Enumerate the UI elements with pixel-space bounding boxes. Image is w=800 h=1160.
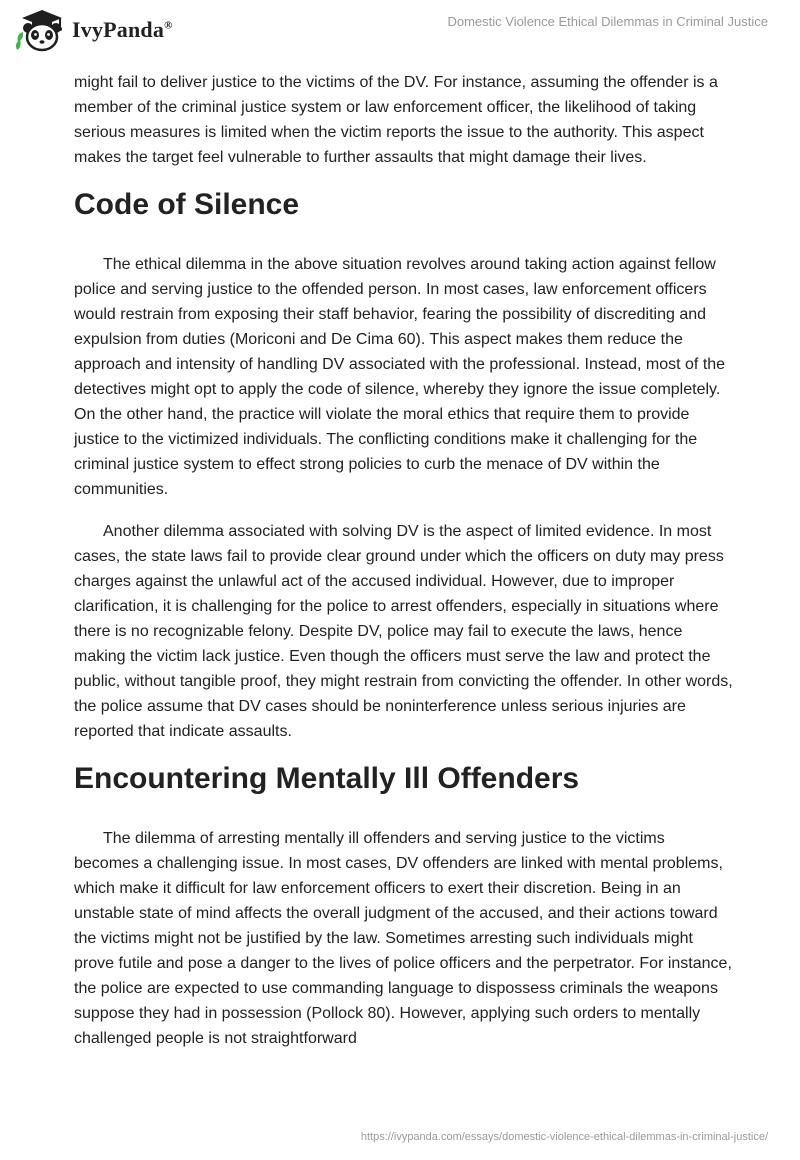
- registered-mark: ®: [164, 19, 173, 32]
- ivypanda-logo[interactable]: [14, 8, 173, 52]
- brand-name: IvyPanda®: [72, 17, 173, 42]
- paragraph: Another dilemma associated with solving DV is the aspect of limited evidence. In most cases, the state laws fail to provide clear ground under which the officers on duty may press charges against the unlawful act of the accused individual. However, due to improper clarification, it is challenging for the police to arrest offenders, especially in situations where there is no recognizable felony. Despite DV, police may fail to execute the laws, hence making the victim lack justice. Even though the officers must serve the law and protect the public, without tangible proof, they might restrain from convicting the offender. In other words, the police assume that DV cases should be noninterference unless serious injuries are reported that indicate assaults.: [74, 523, 733, 740]
- section-heading-code-of-silence: Code of Silence: [74, 188, 300, 221]
- paragraph: The ethical dilemma in the above situation revolves around taking action against fellow police and serving justice to the offended person. In most cases, law enforcement officers would restrain from exposing their staff behavior, fearing the possibility of discrediting and expulsion from duties (Moriconi and De Cima 60). This aspect makes them reduce the approach and intensity of handling DV associated with the professional. Instead, most of the detectives might opt to apply the code of silence, whereby they ignore the issue completely. On the other hand, the practice will violate the moral ethics that require them to provide justice to the victimized individuals. The conflicting conditions make it challenging for the criminal justice system to effect strong policies to curb the menace of DV within the communities.: [74, 256, 726, 498]
- source-url[interactable]: https://ivypanda.com/essays/domestic-violence-ethical-dilemmas-in-criminal-justice/: [360, 1131, 768, 1143]
- document-title: Domestic Violence Ethical Dilemmas in Criminal Justice: [447, 14, 768, 29]
- paragraph: The dilemma of arresting mentally ill offenders and serving justice to the victims becomes a challenging issue. In most cases, DV offenders are linked with mental problems, which make it difficult for law enforcement officers to exert their discretion. Being in an unstable state of mind affects the overall judgment of the accused, and their actions toward the victims might not be justified by the law. Sometimes arresting such individuals might prove futile and pose a danger to the lives of police officers and the perpetrator. For instance, the police are expected to use commanding language to dispossess criminals the weapons suppose they had in possession (Pollock 80). However, applying such orders to mentally challenged people is not straightforward: [74, 830, 732, 1047]
- page-header: [0, 0, 800, 70]
- panda-graduation-cap-icon: [14, 8, 66, 52]
- paragraph-continued: might fail to deliver justice to the victims of the DV. For instance, assuming the offender is a member of the criminal justice system or law enforcement officer, the likelihood of taking serious measures is limited when the victim reports the issue to the authority. This aspect makes the target feel vulnerable to further assaults that might damage their lives.: [74, 74, 718, 166]
- essay-content: [74, 70, 734, 1068]
- section-heading-mentally-ill-offenders: Encountering Mentally Ill Offenders: [74, 762, 580, 795]
